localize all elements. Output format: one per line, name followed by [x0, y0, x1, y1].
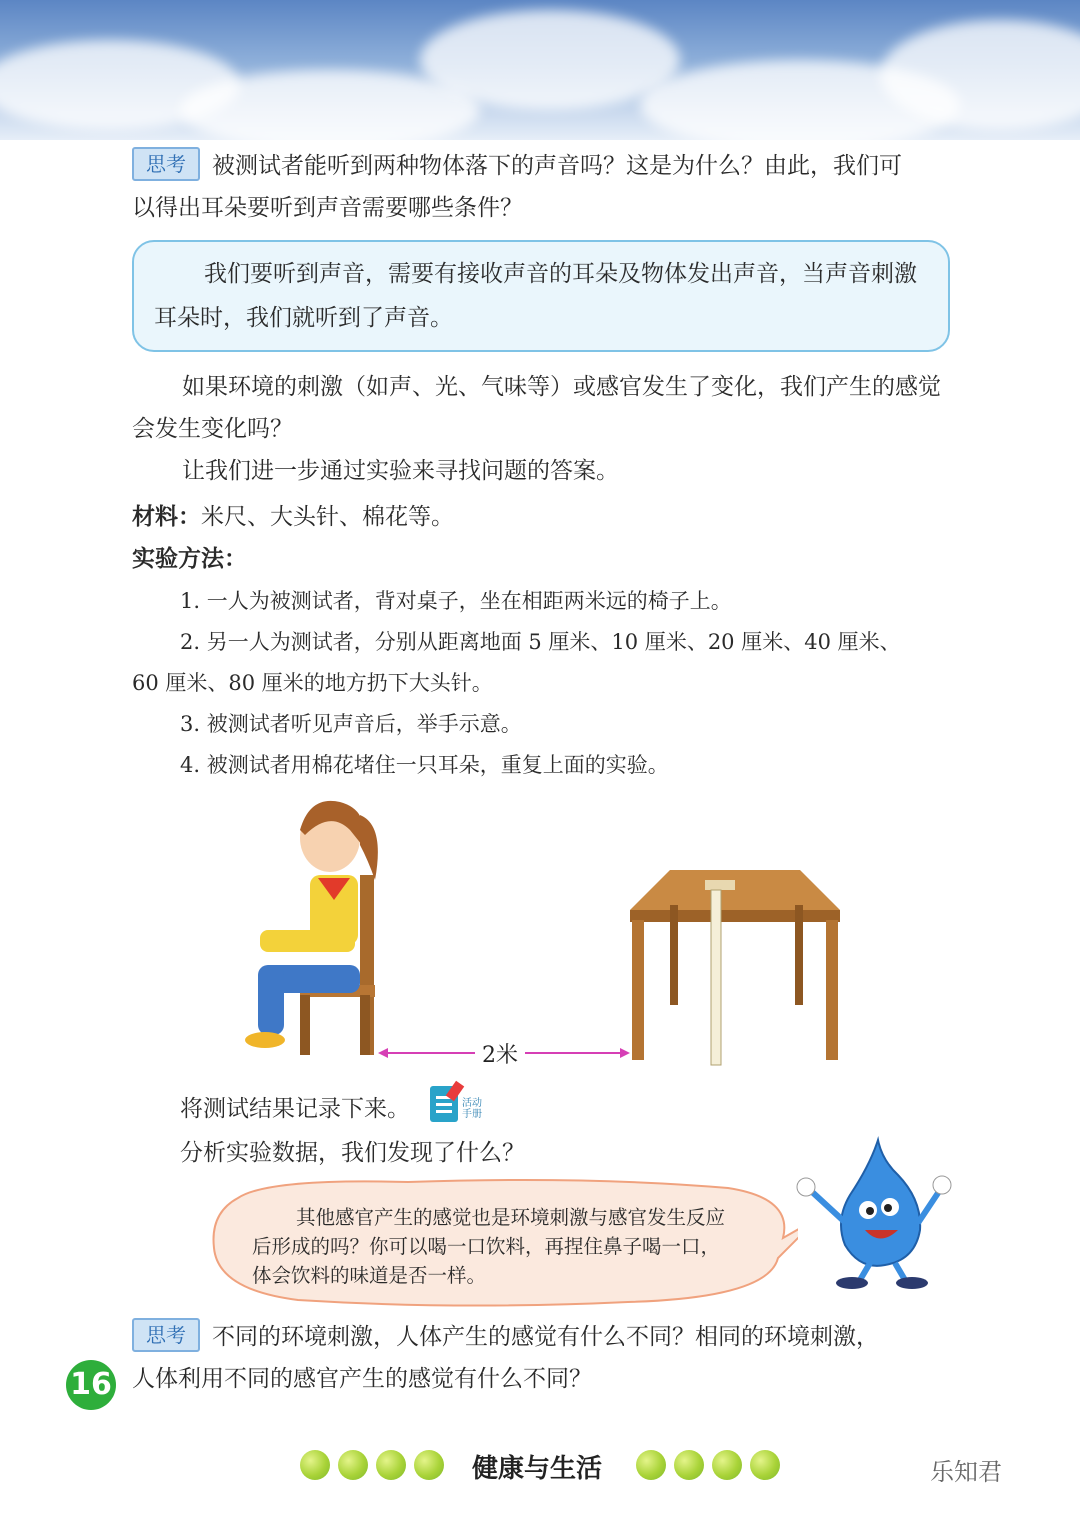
paragraph-experiment-intro: 让我们进一步通过实验来寻找问题的答案。 — [182, 458, 619, 484]
method-step-1: 1. 一人为被测试者，背对桌子，坐在相距两米远的椅子上。 — [180, 589, 732, 613]
activity-handbook-icon[interactable]: 活动 手册 — [430, 1082, 486, 1124]
think-tag: 思考 — [132, 1318, 200, 1352]
record-line: 将测试结果记录下来。 — [180, 1096, 410, 1122]
experiment-illustration — [200, 790, 880, 1080]
paragraph-stimulus: 如果环境的刺激（如声、光、气味等）或感官发生了变化，我们产生的感觉会发生变化吗？ — [132, 374, 941, 442]
materials-label: 材料： — [132, 504, 201, 530]
think-question-1: 思考 被测试者能听到两种物体落下的声音吗？这是为什么？由此，我们可 以得出耳朵要听到声音需要哪些条件？ — [132, 145, 952, 229]
answer-box — [132, 240, 950, 352]
analyze-line: 分析实验数据，我们发现了什么？ — [180, 1140, 525, 1166]
girl-illustration — [245, 801, 378, 1048]
method-step-4: 4. 被测试者用棉花堵住一只耳朵，重复上面的实验。 — [180, 753, 669, 777]
method-step-3: 3. 被测试者听见声音后，举手示意。 — [180, 712, 522, 736]
think-question-2: 思考 不同的环境刺激，人体产生的感觉有什么不同？相同的环境刺激， 人体利用不同的感官产生的感觉有什么不同？ — [132, 1316, 952, 1400]
think-tag: 思考 — [132, 147, 200, 181]
table-illustration — [630, 870, 840, 1065]
bubble-text: 其他感官产生的感觉也是环境刺激与感官发生反应后形成的吗？你可以喝一口饮料，再捏住鼻子喝一口，体会饮料的味道是否一样。 — [252, 1206, 726, 1287]
footer-title: 健康与生活 — [472, 1454, 603, 1484]
method-label: 实验方法： — [132, 546, 247, 572]
answer-text: 我们要听到声音，需要有接收声音的耳朵及物体发出声音，当声音刺激耳朵时，我们就听到了声音。 — [154, 261, 917, 331]
distance-label: 2米 — [482, 1043, 518, 1068]
watermark: 乐知君 — [930, 1458, 1002, 1486]
method-step-2: 2. 另一人为测试者，分别从距离地面 5 厘米、10 厘米、20 厘米、40 厘米、 — [180, 630, 901, 654]
mascot-illustration — [790, 1135, 955, 1290]
sky-header-image — [0, 0, 1080, 140]
method-step-2-cont: 60 厘米、80 厘米的地方扔下大头针。 — [132, 671, 493, 695]
page-number-badge: 16 — [66, 1360, 116, 1410]
materials-line: 材料：米尺、大头针、棉花等。 — [132, 504, 454, 530]
